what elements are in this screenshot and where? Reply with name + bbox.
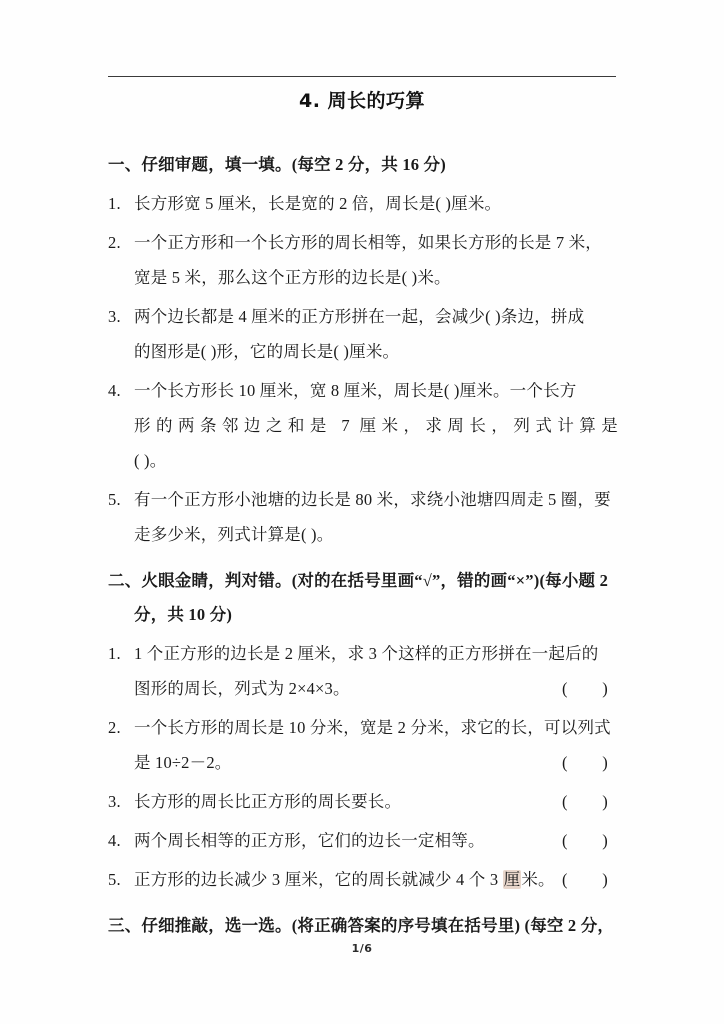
header-rule xyxy=(108,76,616,77)
question-number: 2. xyxy=(108,718,121,737)
question-number: 3. xyxy=(108,792,121,811)
question-line: 有一个正方形小池塘的边长是 80 米，求绕小池塘四周走 5 圈，要 xyxy=(134,490,611,509)
answer-parenthesis[interactable]: ( ) xyxy=(562,831,608,850)
question-line-text: 两个周长相等的正方形，它们的边长一定相等。 xyxy=(134,831,485,850)
question-line xyxy=(134,862,618,897)
question-item xyxy=(108,482,618,552)
question-line-text: 正方形的边长减少 3 厘米，它的周长就减少 4 个 3 厘米。 xyxy=(134,870,555,889)
question-line: 一个正方形和一个长方形的周长相等，如果长方形的长是 7 米， xyxy=(134,233,602,252)
question-number: 5. xyxy=(108,490,121,509)
question-number: 4. xyxy=(108,831,121,850)
section-two-heading-line1: 二、火眼金睛，判对错。(对的在括号里画“√”，错的画“×”)(每小题 2 xyxy=(108,571,609,590)
question-item xyxy=(108,373,618,478)
question-line: 一个长方形长 10 厘米，宽 8 厘米，周长是( )厘米。一个长方 xyxy=(134,381,577,400)
question-number: 5. xyxy=(108,870,121,889)
question-line: 宽是 5 米，那么这个正方形的边长是( )米。 xyxy=(134,268,451,287)
scan-highlight-artifact: 厘 xyxy=(503,870,521,889)
question-number: 1. xyxy=(108,194,121,213)
question-line: 两个边长都是 4 厘米的正方形拼在一起，会减少( )条边，拼成 xyxy=(134,307,585,326)
question-line xyxy=(134,823,618,858)
question-number: 1. xyxy=(108,644,121,663)
question-line: 走多少米，列式计算是( )。 xyxy=(134,525,334,544)
section-three-heading: 三、仔细推敲，选一选。(将正确答案的序号填在括号里) (每空 2 分， xyxy=(108,916,615,935)
question-number: 2. xyxy=(108,233,121,252)
answer-parenthesis[interactable]: ( ) xyxy=(562,679,608,698)
question-line xyxy=(134,745,618,780)
section-two-heading xyxy=(108,564,618,632)
question-line-text: 长方形的周长比正方形的周长要长。 xyxy=(134,792,402,811)
question-item xyxy=(108,636,618,706)
question-line-text: 是 10÷2－2。 xyxy=(134,753,232,772)
page-title: 4. 周长的巧算 xyxy=(298,90,426,112)
question-line xyxy=(134,671,618,706)
question-line xyxy=(134,784,618,819)
page-number-footer: 1/6 xyxy=(351,942,373,955)
question-number: 4. xyxy=(108,381,121,400)
answer-parenthesis[interactable]: ( ) xyxy=(562,792,608,811)
question-item xyxy=(108,823,618,858)
question-line: 一个长方形的周长是 10 分米，宽是 2 分米，求它的长，可以列式 xyxy=(134,718,611,737)
question-item xyxy=(108,186,618,221)
question-line: 形的两条邻边之和是 7 厘米，求周长，列式计算是 xyxy=(134,416,618,435)
section-one-heading: 一、仔细审题，填一填。(每空 2 分，共 16 分) xyxy=(108,155,446,174)
question-line: 1 个正方形的边长是 2 厘米，求 3 个这样的正方形拼在一起后的 xyxy=(134,644,599,663)
question-item xyxy=(108,710,618,780)
question-item xyxy=(108,225,618,295)
answer-parenthesis[interactable]: ( ) xyxy=(562,870,608,889)
question-item xyxy=(108,862,618,897)
document-body xyxy=(108,148,618,945)
answer-parenthesis[interactable]: ( ) xyxy=(562,753,608,772)
question-number: 3. xyxy=(108,307,121,326)
question-line-text: 图形的周长，列式为 2×4×3。 xyxy=(134,679,350,698)
question-line: 的图形是( )形，它的周长是( )厘米。 xyxy=(134,342,400,361)
question-line: ( )。 xyxy=(134,451,167,470)
question-item xyxy=(108,299,618,369)
question-item xyxy=(108,784,618,819)
question-line: 长方形宽 5 厘米，长是宽的 2 倍，周长是( )厘米。 xyxy=(134,194,502,213)
section-two-heading-line2: 分，共 10 分) xyxy=(134,605,233,624)
